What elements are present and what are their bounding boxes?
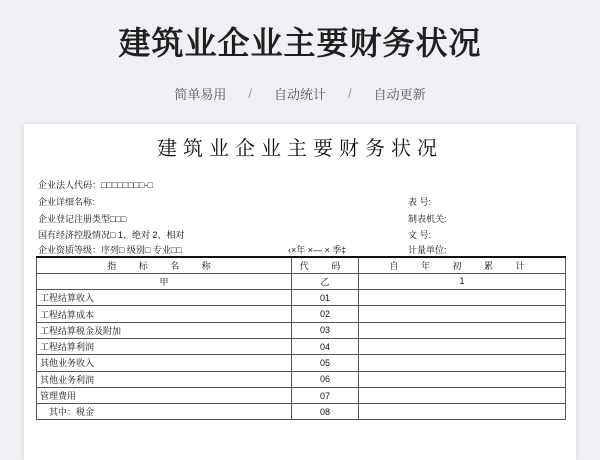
meta-registration-type: 企业登记注册类型□□□ <box>38 214 127 224</box>
row-value[interactable] <box>359 387 566 403</box>
row-code: 02 <box>292 306 359 322</box>
table-row <box>37 290 566 306</box>
meta-legal-code: 企业法人代码：□□□□□□□□-□ <box>38 180 153 190</box>
row-name: 工程结算收入 <box>37 290 292 306</box>
row-name: 其中：税金 <box>37 404 292 420</box>
tag-separator: / <box>248 86 252 101</box>
table-header-row <box>37 257 566 273</box>
row-name: 工程结算税金及附加 <box>37 322 292 338</box>
page-title: 建筑业企业主要财务状况 <box>118 25 482 61</box>
meta-form-number: 表 号: <box>408 197 432 207</box>
row-code: 05 <box>292 355 359 371</box>
row-value[interactable] <box>359 322 566 338</box>
row-code: 01 <box>292 290 359 306</box>
table-row <box>37 338 566 354</box>
header-indicator: 指 标 名 称 <box>37 257 292 273</box>
row-name: 其他业务收入 <box>37 355 292 371</box>
row-code: 04 <box>292 338 359 354</box>
meta-period: ‹×年 ×— × 季‡ <box>288 245 347 255</box>
meta-unit: 计量单位: <box>408 245 447 255</box>
row-name: 管理费用 <box>37 387 292 403</box>
tag-auto-stats: 自动统计 <box>273 87 326 102</box>
meta-qualification: 企业资质等级：序列□ 级别□ 专业□□ <box>38 245 182 255</box>
row-value[interactable] <box>359 371 566 387</box>
row-code: 08 <box>292 404 359 420</box>
header-ytd: 自 年 初 累 计 <box>359 257 566 273</box>
table-row <box>37 387 566 403</box>
tag-separator: / <box>348 86 352 101</box>
tag-easy-to-use: 简单易用 <box>174 87 227 102</box>
row-value[interactable] <box>359 404 566 420</box>
meta-company-name: 企业详细名称: <box>38 197 95 207</box>
row-name: 其他业务利润 <box>37 371 292 387</box>
row-value[interactable] <box>359 290 566 306</box>
row-code: 06 <box>292 371 359 387</box>
table-row <box>37 371 566 387</box>
document-title: 建筑业企业主要财务状况 <box>157 136 443 160</box>
table-subheader-row <box>37 273 566 289</box>
bottom-fade <box>24 450 576 460</box>
row-name: 工程结算利润 <box>37 338 292 354</box>
spreadsheet-preview <box>24 124 576 460</box>
header-code: 代 码 <box>292 257 359 273</box>
feature-tagline <box>0 84 600 103</box>
subheader-1: 1 <box>359 273 566 289</box>
meta-issuing-authority: 制表机关: <box>408 214 447 224</box>
financial-table <box>36 256 566 420</box>
meta-state-holding: 国有经济控股情况□ 1、绝对 2、相对 <box>38 230 185 240</box>
row-value[interactable] <box>359 306 566 322</box>
meta-document-number: 文 号: <box>408 230 432 240</box>
table-row <box>37 322 566 338</box>
table-row <box>37 306 566 322</box>
table-row <box>37 355 566 371</box>
subheader-a: 甲 <box>37 273 292 289</box>
row-value[interactable] <box>359 338 566 354</box>
row-name: 工程结算成本 <box>37 306 292 322</box>
subheader-b: 乙 <box>292 273 359 289</box>
row-code: 07 <box>292 387 359 403</box>
row-value[interactable] <box>359 355 566 371</box>
table-row <box>37 404 566 420</box>
row-code: 03 <box>292 322 359 338</box>
tag-auto-update: 自动更新 <box>373 87 426 102</box>
